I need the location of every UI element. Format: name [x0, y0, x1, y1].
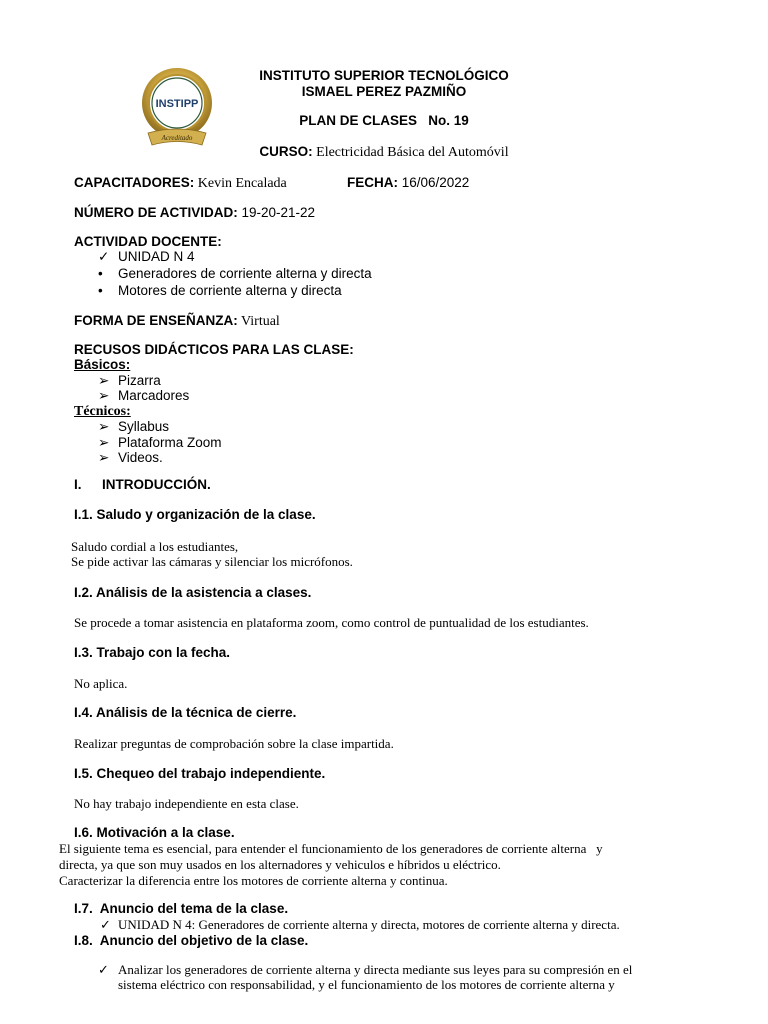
logo-text: INSTIPP: [155, 98, 199, 110]
arrow-bullet-icon: ➢: [98, 388, 110, 403]
institute-name-line2: ISMAEL PEREZ PAZMIÑO: [301, 84, 467, 99]
capacitadores-value: Kevin Encalada: [194, 176, 287, 191]
check-icon: ✓: [98, 962, 109, 977]
curso-line: [0, 143, 768, 161]
subsection-title: I.2. Análisis de la asistencia a clases.: [74, 585, 312, 600]
fecha-label: FECHA:: [347, 175, 398, 190]
paragraph-line: Caracterizar la diferencia entre los motores de corriente alterna y continua.: [59, 873, 448, 888]
paragraph-line: Se pide activar las cámaras y silenciar los micrófonos.: [71, 554, 353, 569]
arrow-bullet-icon: ➢: [98, 435, 110, 450]
forma-line: [74, 312, 280, 330]
list-item: ✓ UNIDAD N 4: [98, 249, 195, 264]
paragraph-line: sistema eléctrico con responsabilidad, y el funcionamiento de los motores de corriente alterna y: [118, 977, 615, 992]
list-item: ✓ UNIDAD N 4: Generadores de corriente alterna y directa, motores de corriente alterna y directa.: [100, 917, 620, 932]
section-title: INTRODUCCIÓN.: [102, 477, 211, 492]
list-item: • Motores de corriente alterna y directa: [98, 283, 342, 298]
list-item: ➢ Syllabus: [98, 419, 170, 434]
list-item: ➢ Videos.: [98, 450, 163, 465]
paragraph-line: No aplica.: [74, 676, 128, 691]
institute-name-line1: INSTITUTO SUPERIOR TECNOLÓGICO: [259, 68, 509, 83]
list-item: ➢ Pizarra: [98, 373, 161, 388]
list-item: • Generadores de corriente alterna y directa: [98, 266, 372, 281]
subsection-title: I.3. Trabajo con la fecha.: [74, 645, 231, 660]
curso-label: CURSO:: [259, 144, 313, 159]
tecnicos-label: Técnicos:: [74, 404, 131, 419]
forma-label: FORMA DE ENSEÑANZA:: [74, 313, 238, 328]
capacitadores-line: [74, 174, 287, 192]
paragraph-line: Se procede a tomar asistencia en plataforma zoom, como control de puntualidad de los estudiantes.: [74, 615, 589, 630]
fecha-value: 16/06/2022: [398, 175, 470, 190]
arrow-bullet-icon: ➢: [98, 419, 110, 434]
actividad-line: [74, 204, 315, 222]
section-number: I.: [74, 477, 82, 492]
check-icon: ✓: [100, 917, 111, 932]
logo-ribbon-text: Acreditado: [161, 134, 193, 142]
check-icon: ✓: [98, 249, 110, 264]
bullet-icon: •: [98, 283, 103, 298]
fecha-line: [347, 174, 469, 192]
subsection-title: I.6. Motivación a la clase.: [74, 825, 235, 840]
curso-value: Electricidad Básica del Automóvil: [312, 145, 509, 160]
actividad-label: NÚMERO DE ACTIVIDAD:: [74, 205, 238, 220]
actividad-docente-heading: ACTIVIDAD DOCENTE:: [74, 234, 222, 249]
subsection-title: I.7. Anuncio del tema de la clase.: [74, 901, 289, 916]
capacitadores-label: CAPACITADORES:: [74, 175, 195, 190]
paragraph-line: El siguiente tema es esencial, para entender el funcionamiento de los generadores de corriente alterna y: [59, 841, 603, 856]
paragraph-line: No hay trabajo independiente en esta clase.: [74, 796, 299, 811]
forma-value: Virtual: [237, 314, 280, 329]
bullet-icon: •: [98, 266, 103, 281]
paragraph-line: Saludo cordial a los estudiantes,: [71, 539, 239, 554]
plan-title: PLAN DE CLASES No. 19: [299, 113, 469, 128]
subsection-title: I.8. Anuncio del objetivo de la clase.: [74, 933, 309, 948]
subsection-title: I.5. Chequeo del trabajo independiente.: [74, 766, 326, 781]
subsection-title: I.4. Análisis de la técnica de cierre.: [74, 705, 297, 720]
arrow-bullet-icon: ➢: [98, 373, 110, 388]
paragraph-line: Realizar preguntas de comprobación sobre la clase impartida.: [74, 736, 394, 751]
list-item: ✓ Analizar los generadores de corriente alterna y directa mediante sus leyes para su compresión en el: [98, 962, 633, 977]
basicos-label: Básicos:: [74, 357, 131, 372]
actividad-value: 19-20-21-22: [237, 205, 316, 220]
list-item: ➢ Marcadores: [98, 388, 190, 403]
recursos-heading: RECUSOS DIDÁCTICOS PARA LAS CLASE:: [74, 342, 354, 357]
paragraph-line: directa, ya que son muy usados en los alternadores y vehiculos e híbridos u eléctrico.: [59, 857, 501, 872]
subsection-title: I.1. Saludo y organización de la clase.: [74, 507, 316, 522]
arrow-bullet-icon: ➢: [98, 450, 110, 465]
list-item: ➢ Plataforma Zoom: [98, 435, 222, 450]
